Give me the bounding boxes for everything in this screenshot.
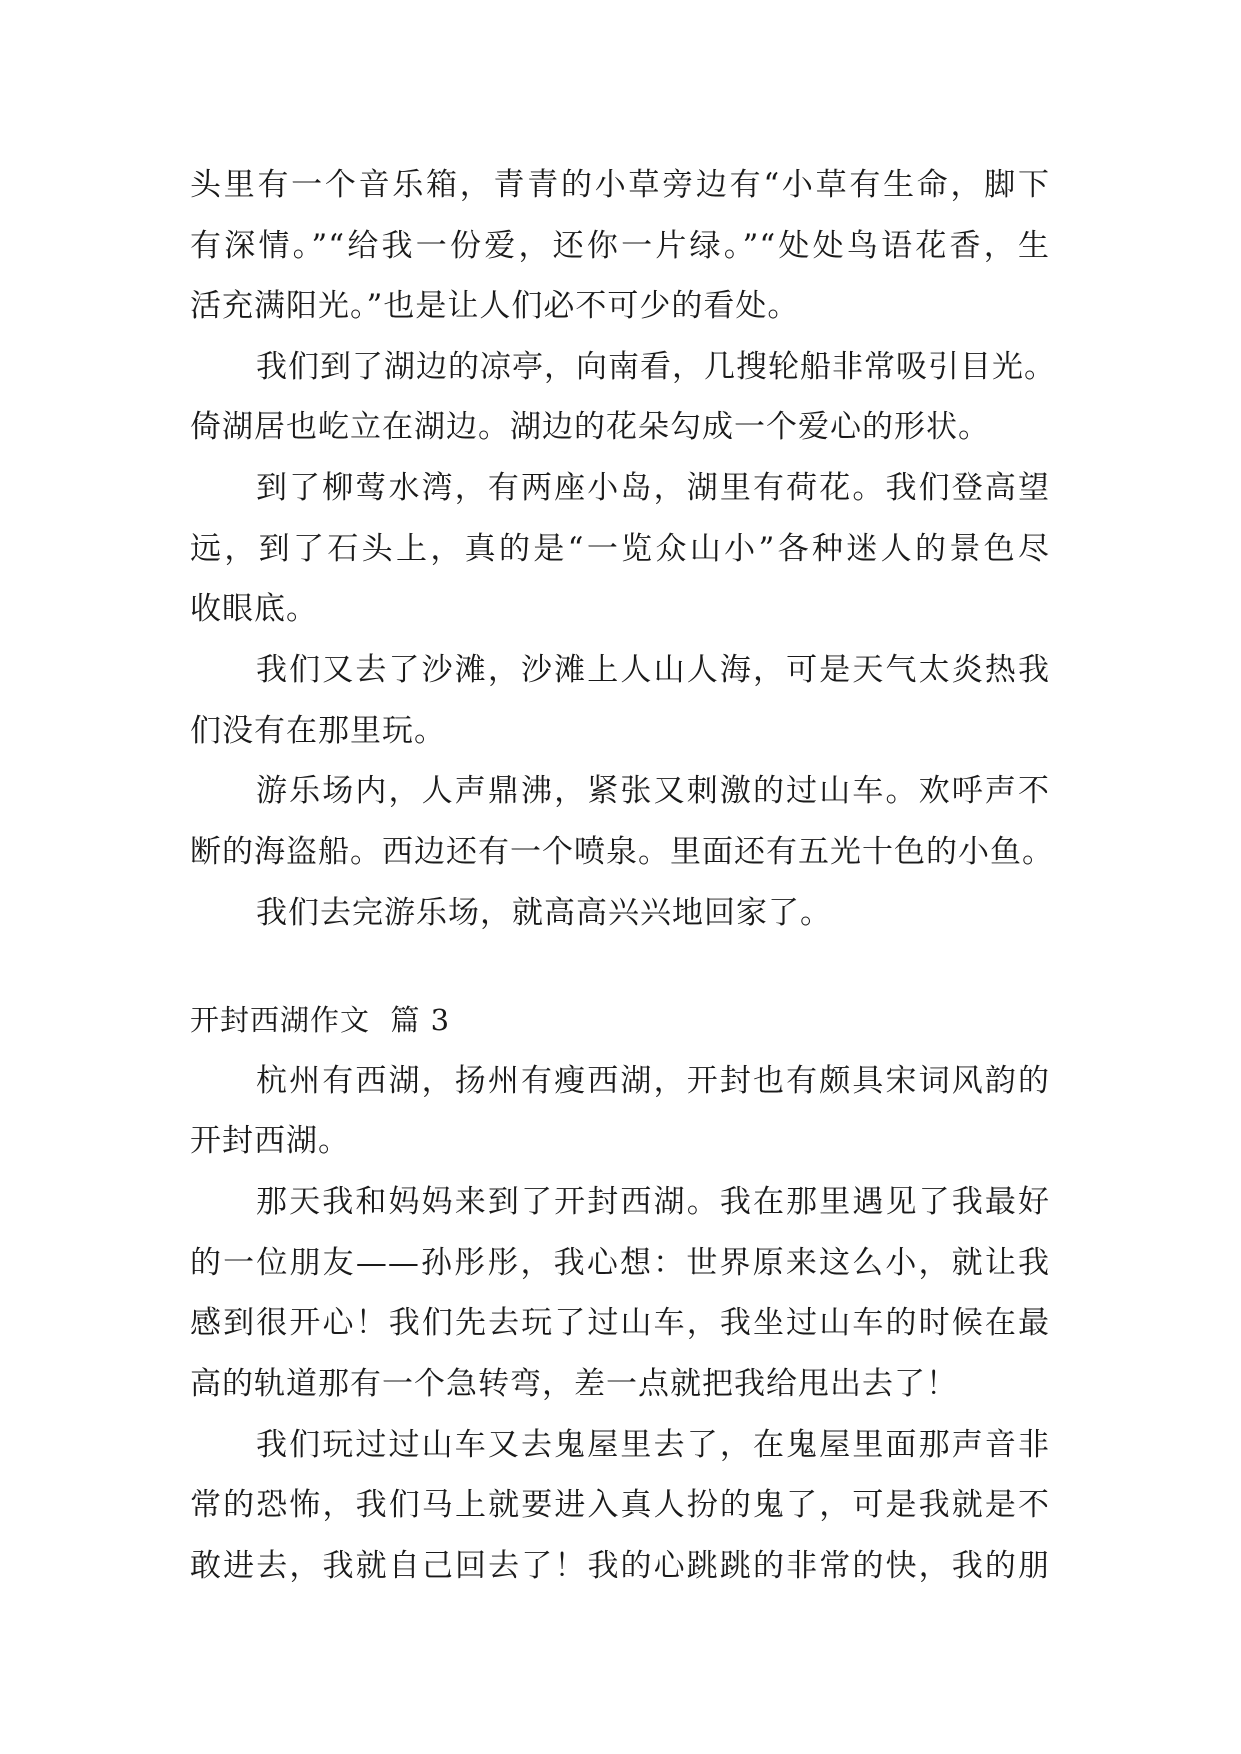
text-line: 有深情。”“给我一份爱，还你一片绿。”“处处鸟语花香，生 <box>190 228 1050 264</box>
text-line: 那天我和妈妈来到了开封西湖。我在那里遇见了我最好 <box>256 1184 1050 1220</box>
text-line: 远，到了石头上，真的是“一览众山小”各种迷人的景色尽 <box>190 531 1050 567</box>
text-line: 到了柳莺水湾，有两座小岛，湖里有荷花。我们登高望 <box>256 470 1050 506</box>
text-line: 我们去完游乐场，就高高兴兴地回家了。 <box>256 895 832 931</box>
text-line: 的一位朋友——孙彤彤，我心想：世界原来这么小，就让我 <box>190 1245 1050 1281</box>
text-line: 们没有在那里玩。 <box>190 713 446 749</box>
text-line: 倚湖居也屹立在湖边。湖边的花朵勾成一个爱心的形状。 <box>190 409 990 445</box>
text-line: 我们又去了沙滩，沙滩上人山人海，可是天气太炎热我 <box>256 652 1050 688</box>
text-line: 游乐场内，人声鼎沸，紧张又刺激的过山车。欢呼声不 <box>256 773 1050 809</box>
text-line: 敢进去，我就自己回去了！我的心跳跳的非常的快，我的朋 <box>190 1548 1050 1584</box>
text-line: 头里有一个音乐箱，青青的小草旁边有“小草有生命，脚下 <box>190 167 1050 203</box>
text-line: 断的海盗船。西边还有一个喷泉。里面还有五光十色的小鱼。 <box>190 834 1054 870</box>
text-line: 高的轨道那有一个急转弯，差一点就把我给甩出去了！ <box>190 1366 958 1402</box>
text-line: 杭州有西湖，扬州有瘦西湖，开封也有颇具宋词风韵的 <box>256 1063 1050 1099</box>
text-line: 活充满阳光。”也是让人们必不可少的看处。 <box>190 288 800 324</box>
text-line: 感到很开心！我们先去玩了过山车，我坐过山车的时候在最 <box>190 1305 1050 1341</box>
section-heading: 开封西湖作文 篇 3 <box>190 1003 451 1037</box>
text-line: 我们玩过过山车又去鬼屋里去了，在鬼屋里面那声音非 <box>256 1427 1050 1463</box>
text-line: 常的恐怖，我们马上就要进入真人扮的鬼了，可是我就是不 <box>190 1487 1050 1523</box>
text-line: 收眼底。 <box>190 591 318 627</box>
text-line: 开封西湖。 <box>190 1123 350 1159</box>
text-line: 我们到了湖边的凉亭，向南看，几搜轮船非常吸引目光。 <box>256 349 1056 385</box>
